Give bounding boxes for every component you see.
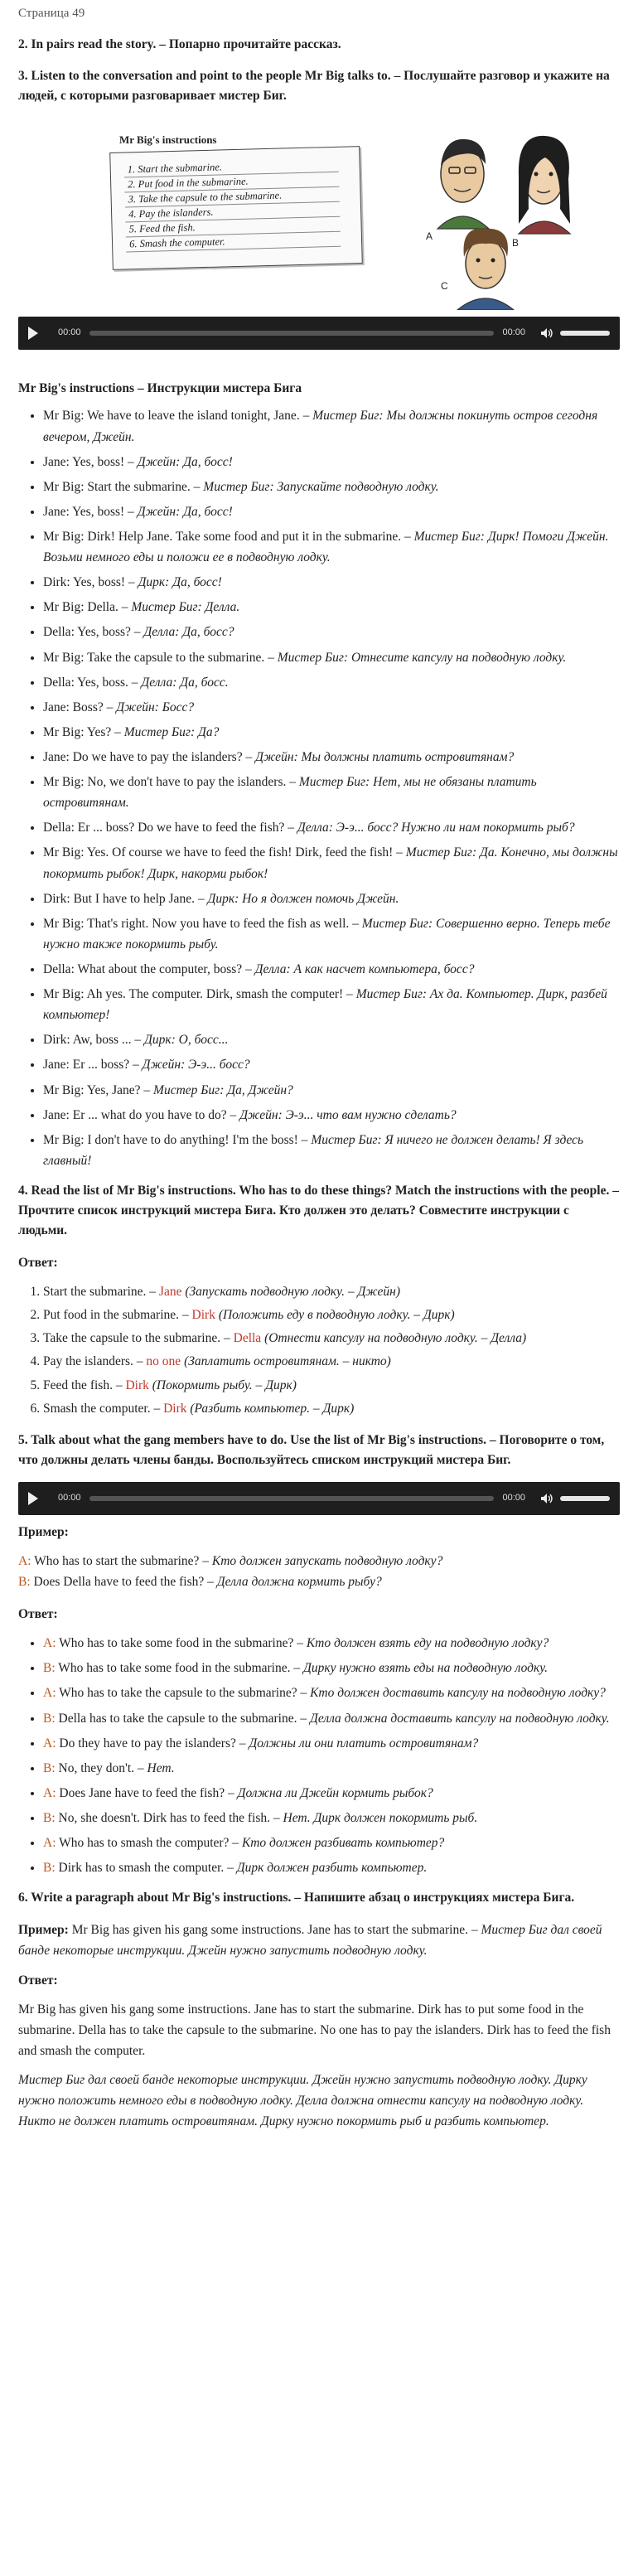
task-5-answer [43, 1857, 620, 1878]
task-5-answer [43, 1783, 620, 1804]
speaker: A: [43, 1636, 56, 1651]
story-line-en: Mr Big: Yes. Of course we have to feed the fish! Dirk, feed the fish! – [43, 845, 403, 860]
story-line-ru: Мистер Биг: Дирк! Помоги Джейн. Возьми немного еды и положи ее в подводную лодку. [43, 530, 609, 565]
story-line-ru: Джейн: Э-э... босс? [142, 1058, 250, 1073]
task-5-answer [43, 1833, 620, 1853]
story-line-ru: Делла: Да, босс? [143, 625, 234, 640]
volume-slider[interactable] [560, 1496, 610, 1501]
story-line [43, 722, 620, 743]
answer-ru: Кто должен разбивать компьютер? [241, 1836, 445, 1851]
answer-en: Do they have to pay the islanders? – [59, 1736, 246, 1750]
answer-name: Dirk [191, 1308, 215, 1323]
volume-slider[interactable] [560, 331, 610, 336]
story-line-en: Mr Big: I don't have to do anything! I'm the boss! – [43, 1132, 308, 1147]
story-line-en: Mr Big: Ah yes. The computer. Dirk, smash the computer! – [43, 987, 353, 1002]
example-ru: Кто должен запускать подводную лодку? [211, 1553, 443, 1568]
play-icon[interactable] [28, 1492, 38, 1505]
person-a-figure [437, 139, 489, 229]
story-line-ru: Дирк: Но я должен помочь Джейн. [207, 891, 399, 906]
speaker: B: [43, 1811, 56, 1825]
task-6-answer-label: Ответ: [18, 1973, 58, 1988]
speaker: B: [43, 1861, 56, 1876]
current-time: 00:00 [58, 327, 81, 338]
story-line [43, 697, 620, 718]
story-line-en: Mr Big: We have to leave the island tonight, Jane. – [43, 409, 310, 424]
story-line [43, 1029, 620, 1050]
note-item: 3. Take the capsule to the submarine. [124, 187, 339, 208]
story-title: Mr Big's instructions – Инструкции мистера Бига [18, 381, 302, 396]
task-4-answer [43, 1305, 620, 1325]
story-line-en: Mr Big: Yes, Jane? – [43, 1082, 151, 1097]
answer-en: Della has to take the capsule to the submarine. – [58, 1711, 307, 1726]
story-line [43, 477, 620, 497]
page-number: Страница 49 [18, 7, 85, 20]
story-line [43, 622, 620, 642]
story-line [43, 647, 620, 668]
note-item: 6. Smash the computer. [126, 232, 341, 253]
answer-name: Della [233, 1331, 262, 1346]
speaker: A: [43, 1785, 56, 1800]
example-en: Does Della have to feed the fish? – [33, 1575, 214, 1590]
story-line-ru: Мистер Биг: Да, Джейн? [153, 1082, 293, 1097]
story-line-en: Mr Big: Start the submarine. – [43, 479, 201, 494]
story-line [43, 452, 620, 472]
story-line [43, 526, 620, 568]
answer-en: Who has to take some food in the submarine? – [59, 1636, 303, 1651]
speaker: A: [43, 1836, 56, 1851]
answer-ru: Делла должна доставить капсулу на подводную лодку. [309, 1711, 610, 1726]
speaker: B: [43, 1760, 56, 1775]
speaker: A: [43, 1736, 56, 1750]
story-line [43, 597, 620, 617]
volume-icon[interactable] [540, 327, 553, 339]
story-line-ru: Мистер Биг: Отнесите капсулу на подводную лодку. [277, 650, 567, 665]
story-line-ru: Джейн: Э-э... что вам нужно сделать? [239, 1107, 457, 1122]
story-line [43, 817, 620, 838]
story-line-en: Della: Er ... boss? Do we have to feed the fish? – [43, 821, 295, 835]
task-3-figure [18, 118, 620, 310]
task-4-answer-label: Ответ: [18, 1256, 58, 1270]
story-line-en: Della: Yes, boss. – [43, 675, 138, 690]
answer-en: No, she doesn't. Dirk has to feed the fish. – [58, 1811, 280, 1825]
audio-progress-track[interactable] [89, 1496, 495, 1501]
story-line-ru: Дирк: О, босс... [144, 1033, 229, 1048]
story-line-en: Mr Big: Della. – [43, 600, 128, 615]
answer-name: Jane [158, 1285, 182, 1300]
task-6-example-en: Mr Big has given his gang some instructions. Jane has to start the submarine. – [71, 1923, 478, 1938]
answer-name: Dirk [163, 1401, 187, 1416]
answer-ru: (Положить еду в подводную лодку. – Дирк) [218, 1308, 455, 1323]
task-4-heading: 4. Read the list of Mr Big's instructions. Who has to do these things? Match the instructions with the people. – Прочтите список инструкций мистера Бига. Кто должен это делать? Совместите инструкции с людьми. [18, 1183, 619, 1237]
story-line [43, 913, 620, 955]
example-line [18, 1571, 620, 1592]
person-c-figure [457, 229, 514, 310]
task-5-heading: 5. Talk about what the gang members have to do. Use the list of Mr Big's instructions. – Поговорите о том, что должны делать члены банды. Воспользуйтесь списком инструкций мистера Биг. [18, 1432, 605, 1467]
speaker: B: [43, 1661, 56, 1676]
story-line-ru: Дирк: Да, босс! [138, 575, 222, 590]
story-line-en: Jane: Yes, boss! – [43, 454, 134, 469]
story-line-en: Jane: Do we have to pay the islanders? – [43, 749, 253, 764]
answer-en: Start the submarine. – [43, 1285, 157, 1300]
answer-ru: Дирк должен разбить компьютер. [236, 1861, 428, 1876]
story-line-en: Dirk: Aw, boss ... – [43, 1033, 142, 1048]
answer-en: Put food in the submarine. – [43, 1308, 189, 1323]
story-line-en: Mr Big: That's right. Now you have to feed the fish as well. – [43, 916, 359, 931]
note-item: 1. Start the submarine. [124, 157, 339, 178]
task-5-answer [43, 1633, 620, 1654]
answer-en: Who has to smash the computer? – [59, 1836, 239, 1851]
story-line [43, 501, 620, 522]
story-line-ru: Мистер Биг: Я ничего не должен делать! Я здесь главный! [43, 1132, 584, 1168]
story-line-ru: Мистер Биг: Запускайте подводную лодку. [203, 479, 439, 494]
story-line-ru: Мистер Биг: Да. Конечно, мы должны покормить рыбок! Дирк, накорми рыбок! [43, 845, 618, 881]
speaker: A: [43, 1686, 56, 1701]
task-3-heading: 3. Listen to the conversation and point to the people Mr Big talks to. – Послушайте разговор и укажите на людей, с которыми разговаривает мистер Биг. [18, 69, 610, 104]
task-6-example-label: Пример: [18, 1923, 69, 1938]
current-time: 00:00 [58, 1492, 81, 1503]
answer-ru: (Разбить компьютер. – Дирк) [190, 1401, 355, 1416]
people-illustration [419, 118, 602, 310]
answer-ru: (Заплатить островитянам. – никто) [184, 1354, 391, 1369]
story-line-en: Dirk: Yes, boss! – [43, 575, 135, 590]
answer-ru: Кто должен доставить капсулу на подводную лодку? [310, 1686, 606, 1701]
story-line-ru: Делла: Э-э... босс? Нужно ли нам покормить рыб? [297, 821, 575, 835]
note-item: 4. Pay the islanders. [125, 202, 340, 223]
story-line [43, 572, 620, 593]
story-line-en: Jane: Er ... what do you have to do? – [43, 1107, 237, 1122]
story-line-en: Della: Yes, boss? – [43, 625, 141, 640]
answer-en: Does Jane have to feed the fish? – [59, 1785, 234, 1800]
answer-en: Who has to take some food in the submarine. – [58, 1661, 301, 1676]
story-line [43, 889, 620, 909]
task-5-answer [43, 1758, 620, 1779]
story-list [18, 405, 620, 1171]
task-5-answer [43, 1808, 620, 1828]
task-4-answer [43, 1351, 620, 1372]
story-line-ru: Джейн: Мы должны платить островитянам? [255, 749, 515, 764]
story-line-ru: Мистер Биг: Нет, мы не обязаны платить островитянам. [43, 775, 537, 811]
task-5-example [18, 1551, 620, 1592]
task-4-answers [18, 1281, 620, 1419]
answer-en: Dirk has to smash the computer. – [58, 1861, 234, 1876]
task-5-answer [43, 1658, 620, 1678]
instructions-note [103, 131, 368, 269]
audio-player [18, 317, 620, 350]
volume-icon[interactable] [540, 1493, 553, 1504]
task-4-answer [43, 1398, 620, 1419]
story-line [43, 842, 620, 884]
story-line-ru: Мистер Биг: Ах да. Компьютер. Дирк, разбей компьютер! [43, 987, 607, 1023]
answer-en: Smash the computer. – [43, 1401, 161, 1416]
note-item: 2. Put food in the submarine. [124, 172, 339, 193]
story-line [43, 959, 620, 980]
story-line-en: Jane: Er ... boss? – [43, 1058, 139, 1073]
story-line-ru: Мистер Биг: Делла. [131, 600, 240, 615]
task-5-answer [43, 1733, 620, 1754]
speaker: B: [18, 1575, 31, 1590]
example-en: Who has to start the submarine? – [34, 1553, 210, 1568]
task-4-answer [43, 1328, 620, 1349]
person-b-figure [519, 136, 570, 234]
note-item: 5. Feed the fish. [125, 217, 340, 238]
label-c: C [441, 280, 448, 293]
story-line [43, 772, 620, 813]
task-4-answer [43, 1375, 620, 1396]
answer-en: No, they don't. – [58, 1760, 144, 1775]
answer-ru: Нет. Дирк должен покормить рыб. [283, 1811, 478, 1825]
task-2-heading: 2. In pairs read the story. – Попарно прочитайте рассказ. [18, 37, 341, 52]
answer-ru: Кто должен взять еду на подводную лодку? [306, 1636, 549, 1651]
story-line-ru: Джейн: Да, босс! [137, 454, 233, 469]
story-line [43, 984, 620, 1025]
story-line [43, 747, 620, 767]
task-6-example-ru: Мистер Биг дал своей банде некоторые инструкции. Джейн нужно запустить подводную лодку. [18, 1923, 602, 1959]
play-icon[interactable] [28, 327, 38, 340]
answer-ru: (Покормить рыбу. – Дирк) [152, 1378, 297, 1392]
answer-ru: (Запускать подводную лодку. – Джейн) [185, 1285, 400, 1300]
story-line [43, 1130, 620, 1171]
task-4-answer [43, 1281, 620, 1302]
story-line-en: Jane: Boss? – [43, 700, 114, 714]
answer-ru: Нет. [147, 1760, 175, 1775]
duration-time: 00:00 [502, 1492, 525, 1503]
story-line-en: Mr Big: No, we don't have to pay the islanders. – [43, 775, 296, 790]
story-line-ru: Делла: Да, босс. [141, 675, 229, 690]
answer-ru: Должна ли Джейн кормить рыбок? [237, 1785, 433, 1800]
task-5-answer [43, 1683, 620, 1703]
story-line [43, 672, 620, 693]
answer-ru: Дирку нужно взять еды на подводную лодку. [303, 1661, 548, 1676]
note-title: Mr Big's instructions [119, 133, 217, 147]
story-line-ru: Джейн: Босс? [116, 700, 195, 714]
story-line-ru: Мистер Биг: Да? [123, 724, 220, 739]
answer-en: Who has to take the capsule to the submarine? – [59, 1686, 307, 1701]
story-line-ru: Джейн: Да, босс! [137, 504, 233, 519]
story-line [43, 1080, 620, 1101]
audio-progress-track[interactable] [89, 331, 495, 336]
story-line-ru: Делла: А как насчет компьютера, босс? [254, 961, 475, 976]
story-line-ru: Мистер Биг: Мы должны покинуть остров сегодня вечером, Джейн. [43, 409, 598, 444]
speaker: B: [43, 1711, 56, 1726]
story-line-en: Della: What about the computer, boss? – [43, 961, 252, 976]
story-line-en: Dirk: But I have to help Jane. – [43, 891, 205, 906]
story-line-ru: Мистер Биг: Совершенно верно. Теперь тебе нужно также покормить рыбу. [43, 916, 611, 951]
example-line [18, 1551, 620, 1571]
task-5-answer-label: Ответ: [18, 1607, 58, 1622]
task-6-heading: 6. Write a paragraph about Mr Big's instructions. – Напишите абзац о инструкциях мистера Бига. [18, 1891, 575, 1905]
task-6-example [18, 1920, 620, 1961]
task-5-answer [43, 1708, 620, 1729]
story-line [43, 1054, 620, 1075]
task-5-answers [18, 1633, 620, 1878]
label-b: B [512, 237, 520, 249]
story-line-en: Mr Big: Yes? – [43, 724, 121, 739]
label-a: A [426, 230, 433, 243]
answer-ru: Должны ли они платить островитянам? [249, 1736, 479, 1750]
answer-name: Dirk [125, 1378, 149, 1392]
story-line-en: Jane: Yes, boss! – [43, 504, 134, 519]
answer-en: Take the capsule to the submarine. – [43, 1331, 230, 1346]
answer-en: Feed the fish. – [43, 1378, 123, 1392]
duration-time: 00:00 [502, 327, 525, 338]
audio-player-2 [18, 1482, 620, 1515]
task-5-example-label: Пример: [18, 1524, 69, 1539]
task-6-answer-en: Mr Big has given his gang some instructions. Jane has to start the submarine. Dirk has to put some food in the submarine. Della has to take the capsule to the submarine. No one has to pay the islanders. Dirk has to feed the fish and smash the computer. [18, 2002, 611, 2058]
example-ru: Делла должна кормить рыбу? [216, 1575, 382, 1590]
story-line-en: Mr Big: Dirk! Help Jane. Take some food and put it in the submarine. – [43, 530, 411, 544]
task-6-answer-ru: Мистер Биг дал своей банде некоторые инструкции. Джейн нужно запустить подводную лодку. Дирку нужно положить немного еды в подводную лодку. Делла должна отнести капсулу на подводную лодку. Никто не должен платить островитянам. Дирку нужно покормить рыб и разбить компьютер. [18, 2073, 587, 2129]
note-list [110, 147, 361, 253]
story-line-en: Mr Big: Take the capsule to the submarine. – [43, 650, 274, 665]
answer-en: Pay the islanders. – [43, 1354, 143, 1369]
note-paper [109, 146, 363, 270]
answer-name: no one [146, 1354, 181, 1369]
story-line [43, 405, 620, 447]
speaker: A: [18, 1553, 31, 1568]
story-line [43, 1105, 620, 1126]
answer-ru: (Отнести капсулу на подводную лодку. – Делла) [264, 1331, 527, 1346]
